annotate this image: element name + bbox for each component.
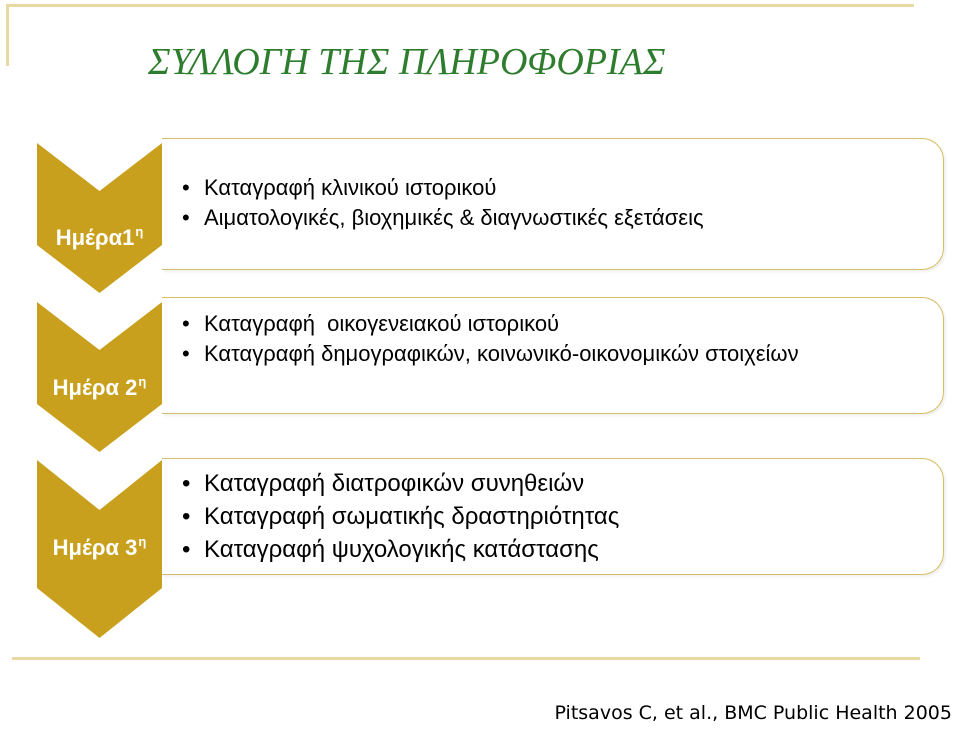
day-1-panel: [162, 138, 944, 270]
day-2-item-2-text: Καταγραφή δημογραφικών, κοινωνικό-οικονομικών στοιχείων: [204, 341, 799, 366]
day-2-item-1: [162, 309, 943, 339]
day-1-item-1-text: Καταγραφή κλινικού ιστορικού: [204, 175, 497, 200]
bullet-icon: •: [182, 311, 190, 336]
bullet-icon: •: [182, 470, 191, 497]
slide-title: ΣΥΛΛΟΓΗ ΤΗΣ ΠΛΗΡΟΦΟΡΙΑΣ: [148, 41, 666, 83]
bullet-icon: •: [182, 205, 190, 230]
day-2-item-2: [162, 339, 884, 369]
day-2-label-superscript: η: [138, 374, 147, 389]
bullet-icon: •: [182, 503, 191, 530]
day-3-item-1-text: Καταγραφή διατροφικών συνηθειών: [204, 470, 585, 497]
day-2-panel: [162, 297, 944, 414]
day-3-item-2: [162, 500, 943, 533]
day-1-item-list: [162, 173, 943, 233]
day-1-item-2: [162, 203, 943, 233]
day-3-item-1: [162, 467, 943, 500]
day-1-label: [37, 225, 162, 251]
day-2-item-1-text: Καταγραφή οικογενειακού ιστορικού: [204, 311, 560, 336]
bottom-decoration-line: [12, 657, 920, 660]
bullet-icon: •: [182, 536, 191, 563]
day-1-label-text: Ημέρα1: [55, 225, 135, 250]
citation: Pitsavos C, et al., BMC Public Health 2005: [554, 702, 952, 724]
day-2-item-list: [162, 309, 943, 369]
day-3-item-list: [162, 467, 943, 566]
day-3-item-3: [162, 533, 943, 566]
day-3-chevron: [37, 460, 162, 638]
day-1-item-1: [162, 173, 943, 203]
day-1-chevron-shape: [37, 143, 162, 293]
day-3-label-superscript: η: [138, 534, 147, 549]
day-3-item-2-text: Καταγραφή σωματικής δραστηριότητας: [204, 503, 620, 530]
day-3-panel: [162, 458, 944, 575]
day-2-label: [37, 375, 162, 401]
left-decoration-line: [6, 4, 9, 66]
day-3-item-3-text: Καταγραφή ψυχολογικής κατάστασης: [204, 536, 599, 563]
day-1-label-superscript: η: [135, 224, 144, 239]
bullet-icon: •: [182, 341, 190, 366]
day-3-label-text: Ημέρα 3: [52, 535, 138, 560]
bullet-icon: •: [182, 175, 190, 200]
top-decoration-line: [6, 4, 914, 7]
day-2-label-text: Ημέρα 2: [52, 375, 138, 400]
day-1-chevron: [37, 143, 162, 293]
day-1-item-2-text: Αιματολογικές, βιοχημικές & διαγνωστικές εξετάσεις: [204, 205, 704, 230]
day-2-chevron: [37, 302, 162, 452]
day-3-label: [37, 535, 162, 561]
